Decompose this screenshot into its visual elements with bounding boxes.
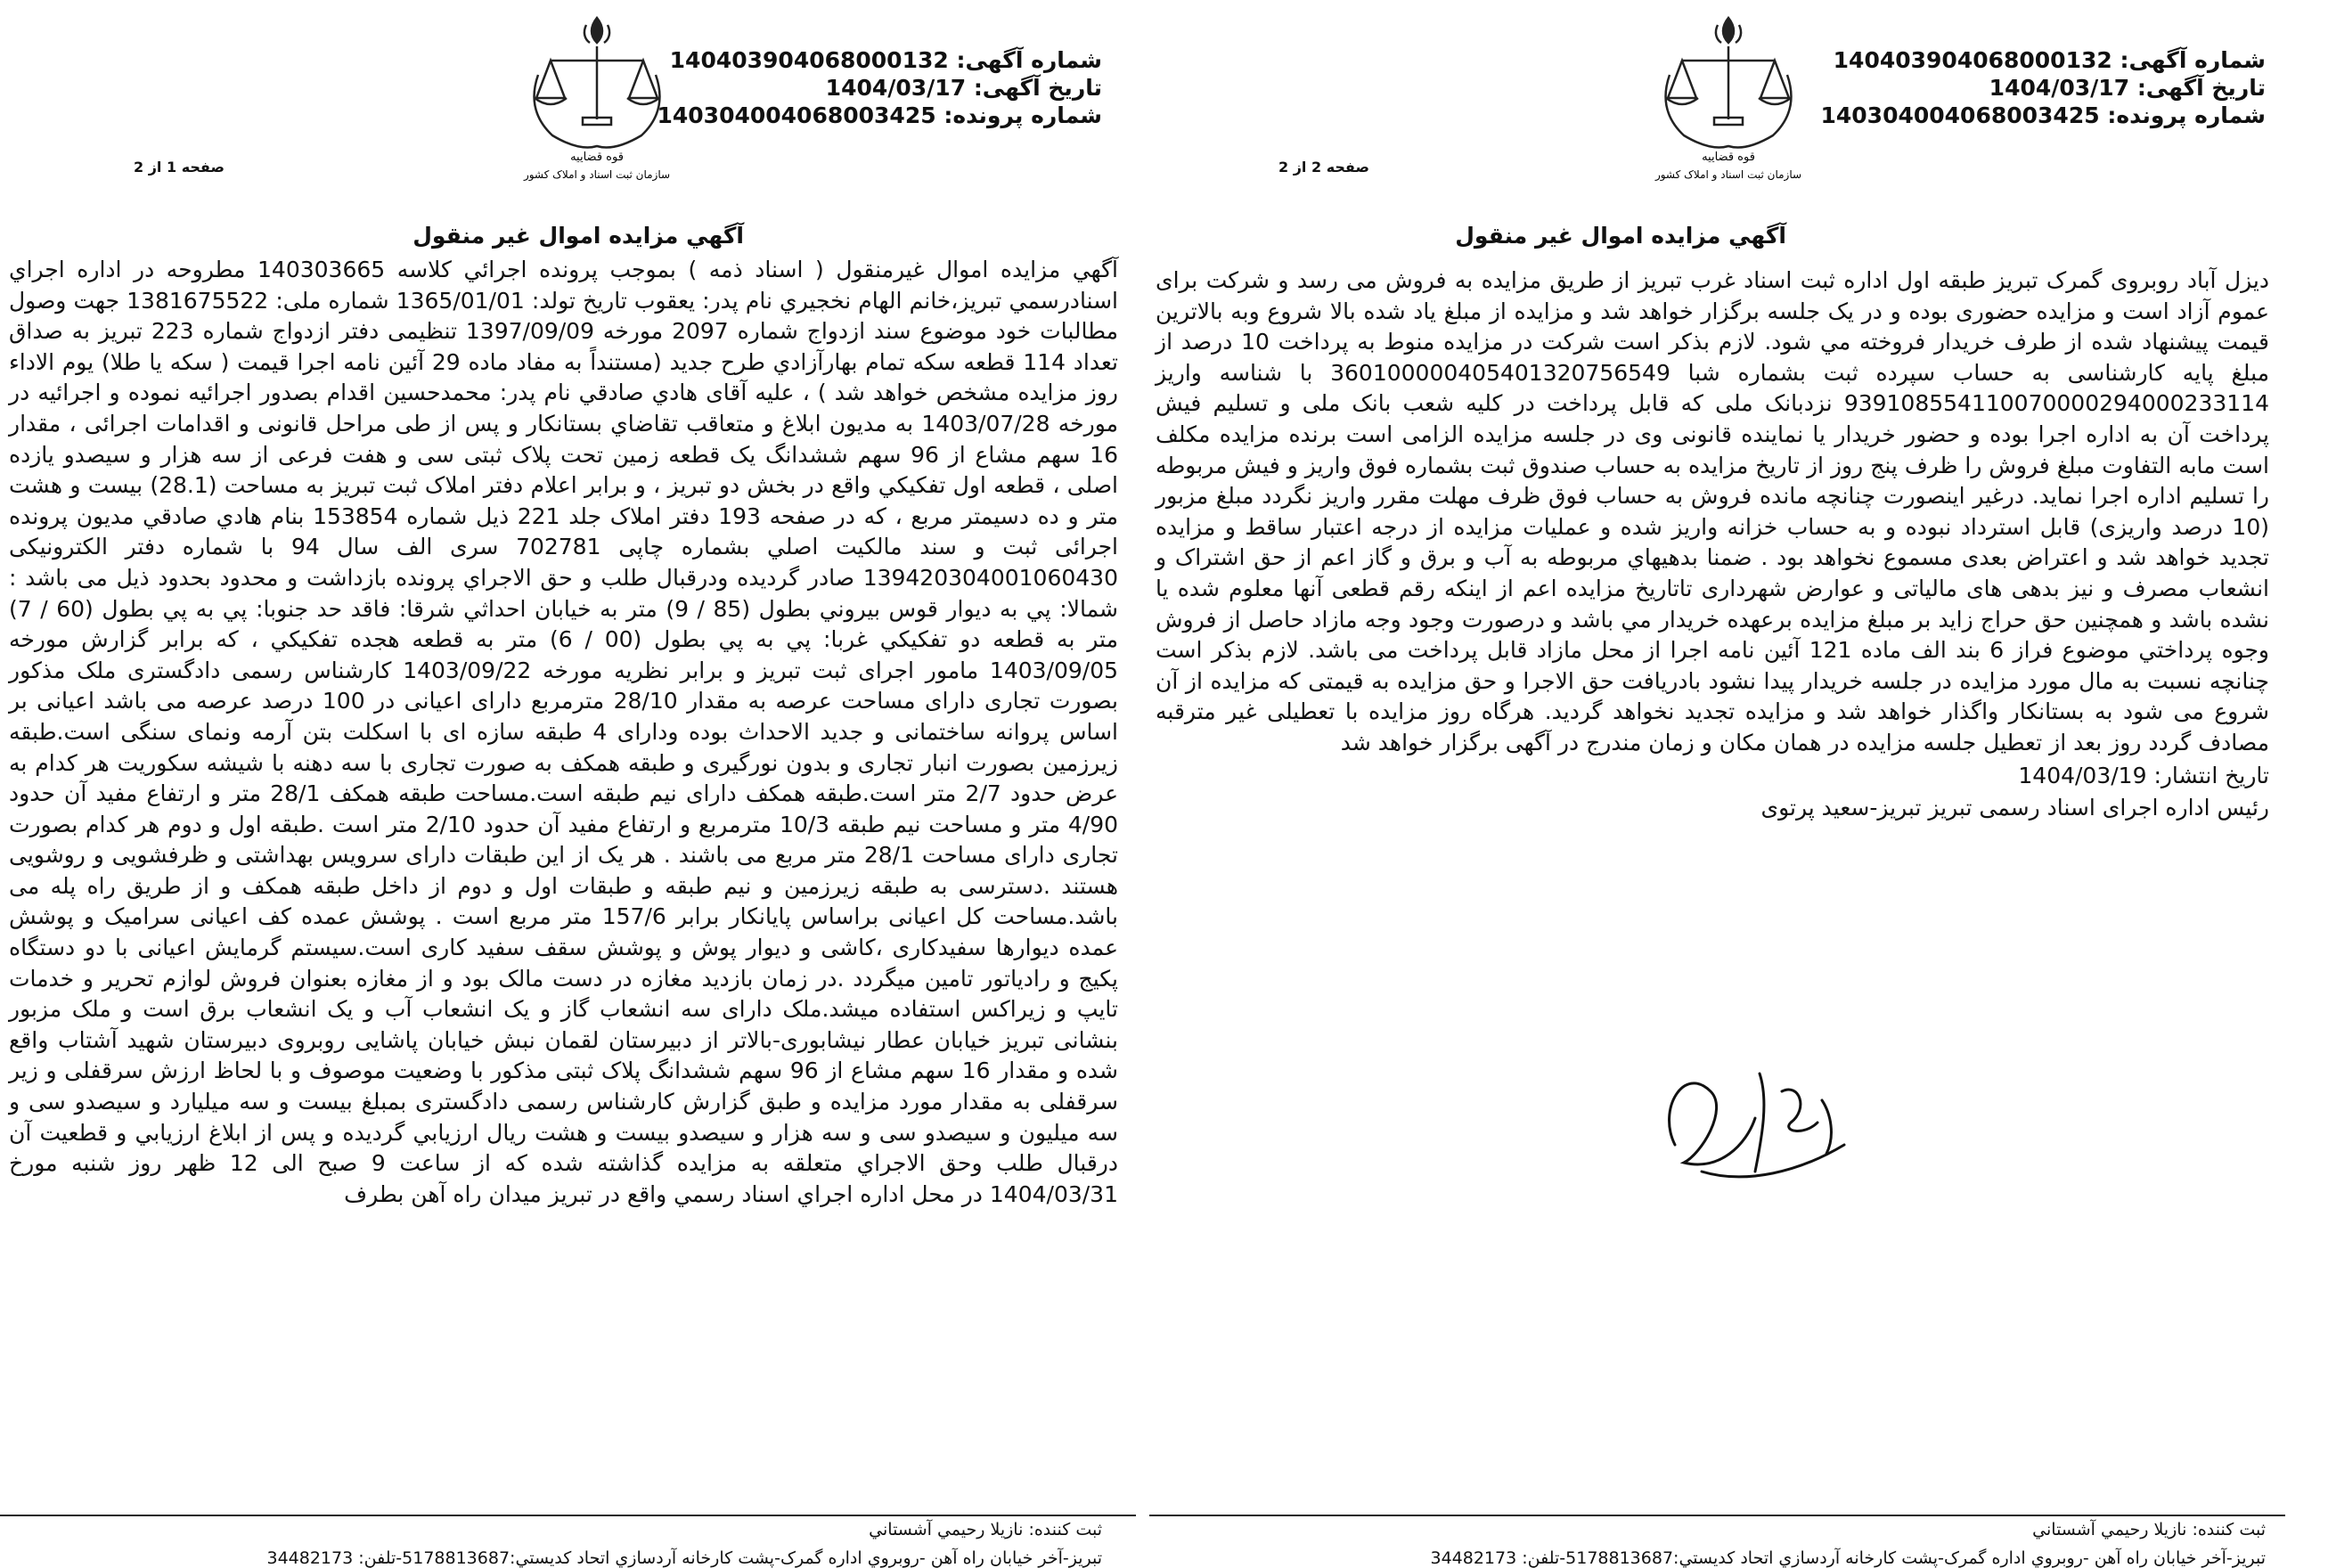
ad-number: 140403904068000132 xyxy=(669,47,949,73)
ad-header xyxy=(658,46,1103,129)
svg-text:سازمان ثبت اسناد و املاک کشور: سازمان ثبت اسناد و املاک کشور xyxy=(523,168,671,181)
notice-body xyxy=(9,255,1118,1210)
handwritten-signature xyxy=(1648,1038,1880,1198)
page-footer xyxy=(1149,1515,2285,1568)
page-footer xyxy=(0,1515,1136,1568)
notice-title: آگهي مزايده اموال غير منقول xyxy=(1455,223,1786,249)
publish-date-line: تاريخ انتشار: 1404/03/19 xyxy=(2018,762,2269,788)
notice-body xyxy=(1156,265,2269,824)
office-address: تبریز-آخر خیابان راه آهن -روبروي اداره گمرک-پشت کارخانه آردسازي اتحاد کديستي:5178813687-تلفن: 34482173 xyxy=(266,1548,1102,1568)
file-number: 140304004068003425 xyxy=(657,102,936,128)
file-number: 140304004068003425 xyxy=(1820,102,2100,128)
ad-date: 1404/03/17 xyxy=(825,75,967,101)
notice-title: آگهي مزايده اموال غير منقول xyxy=(413,223,744,249)
ad-number-label: شماره آگهی: xyxy=(956,47,1102,73)
registrar-line: ثبت کننده: نازيلا رحيمي آشستاني xyxy=(869,1520,1102,1539)
registrar-name: نازيلا رحيمي آشستاني xyxy=(2032,1520,2187,1539)
publish-date: 1404/03/19 xyxy=(2018,762,2147,788)
svg-text:قوه قضاييه: قوه قضاييه xyxy=(1702,151,1755,164)
judiciary-emblem-icon xyxy=(1639,12,1817,191)
notice-body-text: ديزل آباد روبروی گمرک تبريز طبقه اول اداره ثبت اسناد غرب تبريز از طريق مزايده به فروش می رسد و شرکت برای عموم آزاد است و مزايده حضوری بوده و در يک جلسه برگزار خواهد شد و مزايده از مبلغ ياد شده بالا شروع وبه بالاترين قيمت پيشنهاد شده از طرف خريدار فروخته مي شود. لازم بذكر است شركت در مزايده منوط به پرداخت 10 درصد از مبلغ پايه کارشناسی به حساب سپرده ثبت بشماره شبا 360100000405401320756549 با شناسه واريز 939108554110070000294000233114 نزدبانک ملی که قابل پرداخت در كليه شعب بانک ملی و تسليم فيش پرداخت آن به اداره اجرا بوده و حضور خريدار يا نماينده قانونی وی در جلسه مزايده الزامی است برنده مزايده مکلف است مابه التفاوت مبلغ فروش را ظرف پنج روز از تاريخ مزايده به حساب صندوق ثبت بشماره فوق واريز و فيش مربوطه را تسليم اداره اجرا نمايد. درغير اينصورت چنانچه مانده فروش به حساب فوق ظرف مهلت مقرر واريز نگردد مبلغ مزبور (10 درصد واريزی) قابل استرداد نبوده و به حساب خزانه واريز شده و عمليات مزايده از درجه اعتبار ساقط و مزايده تجديد خواهد شد و اعتراض بعدی مسموع نخواهد بود . ضمنا بدهيهاي مربوطه به آب و برق و گاز اعم از حق اشتراک و انشعاب مصرف و نيز بدهی های مالياتی و عوارض شهرداری تاتاريخ مزايده اعم از اينکه رقم قطعی آنها معلوم شده يا نشده باشد و همچنين حق حراج زايد بر مبلغ مزايده برعهده خريدار مي باشد و درصورت وجود وجه مازاد حاصل از فروش وجوه پرداختي موضوع فراز 6 بند الف ماده 121 آئين نامه اجرا از محل مازاد قابل پرداخت می باشد. لازم بذكر است چنانچه نسبت به مال مورد مزايده در جلسه خريدار پيدا نشود بادريافت حق الاجرا و حق مزايده به قيمتی که مزايده از آن شروع می شود به بستانکار واگذار خواهد شد و مزايده تجديد نخواهد گرديد. هرگاه روز مزايده با تعطيلی غير مترقبه مصادف گردد روز بعد از تعطيل جلسه مزايده در همان مکان و زمان مندرج در آگهی برگزار خواهد شد xyxy=(1156,267,2270,755)
page-2 xyxy=(1149,0,2285,1568)
signer-title: رئيس اداره اجرای اسناد رسمی تبريز تبريز-سعيد پرتوی xyxy=(1760,795,2269,821)
ad-date: 1404/03/17 xyxy=(1989,75,2130,101)
office-address: تبریز-آخر خیابان راه آهن -روبروي اداره گمرک-پشت کارخانه آردسازي اتحاد کديستي:5178813687-تلفن: 34482173 xyxy=(1430,1548,2266,1568)
notice-body-text: آگهي مزايده اموال غيرمنقول ( اسناد ذمه ) بموجب پرونده اجرائي كلاسه 140303665 مطروحه در اداره اجراي اسنادرسمي تبريز،خانم الهام نخجيري نام پدر: يعقوب تاريخ تولد: 1365/01/01 شماره ملی: 1381675522 جهت وصول مطالبات خود موضوع سند ازدواج شماره 2097 مورخه 1397/09/09 تنظيمی دفتر ازدواج شماره 223 تبريز به صداق تعداد 114 قطعه سكه تمام بهارآزادي طرح جديد (مستنداً به مفاد ماده 29 آئين نامه اجرا قيمت ( سكه يا طلا) يوم الاداء روز مزايده مشخص خواهد شد ) ، عليه آقای هادي صادقي نام پدر: محمدحسين اقدام بصدور اجرائيه نموده و اجرائيه در مورخه 1403/07/28 به مديون ابلاغ و متعاقب تقاضاي بستانكار و پس از طی مراحل قانونی و اقدامات اجرائی ، مقدار 16 سهم مشاع از 96 سهم ششدانگ يک قطعه زمين تحت پلاک ثبتی سی و هفت فرعی از سه هزار و سيصدو يازده اصلی ، قطعه اول تفکيکي واقع در بخش دو تبريز ، و برابر اعلام دفتر املاک ثبت تبريز به مساحت (28.1) بيست و هشت متر و ده دسيمتر مربع ، که در صفحه 193 دفتر املاک جلد 221 ذيل شماره 153854 بنام هادي صادقي مديون پرونده اجرائی ثبت و سند مالکيت اصلي بشماره چاپی 702781 سری الف سال 94 با شماره دفتر الکترونيکی 139420304001060430 صادر گرديده ودرقبال طلب و حق الاجراي پرونده بازداشت و محدود بحدود ذيل می باشد : شمالا: پي به ديوار قوس بيروني بطول (85 / 9) متر به خيابان احداثي شرقا: فاقد حد جنوبا: پي به پي بطول (60 / 7) متر به قطعه دو تفکيکي غربا: پي به پي بطول (00 / 6) متر به قطعه هجده تفکيکي ، که برابر گزارش مورخه 1403/09/05 مامور اجرای ثبت تبريز و برابر نظريه مورخه 1403/09/22 کارشناس رسمی دادگستری ملک مذکور بصورت تجاری دارای مساحت عرصه به مقدار 28/10 مترمربع دارای اعيانی در 100 درصد عرصه می باشد اعيانی بر اساس پروانه ساختمانی و جديد الاحداث بوده ودارای 4 طبقه سازه ای با اسکلت بتن آرمه ونمای سنگی است.طبقه زيرزمين بصورت انبار تجاری و بدون نورگيری و طبقه همکف به صورت تجاری با سه دهنه با شيشه سکوريت هر کدام به عرض حدود 2/7 متر است.طبقه همکف دارای نيم طبقه است.مساحت طبقه همکف 28/1 متر و ارتفاع مفيد آن حدود 4/90 متر و مساحت نيم طبقه 10/3 مترمربع و ارتفاع مفيد آن حدود 2/10 متر است .طبقه اول و دوم هر کدام بصورت تجاری دارای مساحت 28/1 متر مربع می باشند . هر يک از اين طبقات دارای سرويس بهداشتی و ظرفشويی و روشويی هستند .دسترسی به طبقه زيرزمين و نيم طبقه و طبقات اول و دوم از داخل طبقه همکف و از طريق راه پله می باشد.مساحت کل اعيانی براساس پايانکار برابر 157/6 متر مربع است . پوشش عمده کف اعيانی سراميک و پوشش عمده ديوارها سفيدکاری ،کاشی و ديوار پوش و پوشش سقف سفيد کاری است.سيستم گرمايش اعيانی با دو دستگاه پکيج و رادياتور تامين ميگردد .در زمان بازديد مغازه در دست مالک بود و از مغازه بعنوان فروش لوازم تحرير و خدمات تايپ و زيراکس استفاده ميشد.ملک دارای سه انشعاب گاز و يک انشعاب آب و يک انشعاب برق است و ملک مزبور بنشانی تبريز خيابان عطار نيشابوری-بالاتر از دبيرستان لقمان نبش خيابان پاشايی روبروی دبيرستان شهيد آشتاب واقع شده و مقدار 16 سهم مشاع از 96 سهم ششدانگ پلاک ثبتی مذکور با وضعيت موصوف و با لحاظ ارزش سرقفلی و زير سرقفلی به مقدار مورد مزايده و طبق گزارش کارشناس رسمی دادگستری بمبلغ بيست و سه ميليارد و سيصدو سی و سه ميليون و سيصدو سی و سه هزار و سيصدو بيست و هشت ريال ارزيابي گرديده و پس از ابلاغ ارزيابي و قطعيت آن درقبال طلب وحق الاجراي متعلقه به مزايده گذاشته شده که از ساعت 9 صبح الی 12 ظهر روز شنبه مورخ 1404/03/31 در محل اداره اجراي اسناد رسمي واقع در تبريز ميدان راه آهن بطرف xyxy=(9,257,1119,1207)
ad-date-label: تاریخ آگهی: xyxy=(973,75,1102,101)
svg-text:قوه قضاييه: قوه قضاييه xyxy=(570,151,624,164)
ad-number: 140403904068000132 xyxy=(1833,47,2112,73)
registrar-name: نازيلا رحيمي آشستاني xyxy=(869,1520,1024,1539)
svg-text:سازمان ثبت اسناد و املاک کشور: سازمان ثبت اسناد و املاک کشور xyxy=(1654,168,1802,181)
page-number: صفحه 1 از 2 xyxy=(134,159,225,176)
ad-header xyxy=(1821,46,2267,129)
ad-number-label: شماره آگهی: xyxy=(2120,47,2266,73)
page-number: صفحه 2 از 2 xyxy=(1278,159,1369,176)
ad-date-label: تاریخ آگهی: xyxy=(2136,75,2266,101)
registrar-line: ثبت کننده: نازيلا رحيمي آشستاني xyxy=(2032,1520,2266,1539)
judiciary-emblem-icon xyxy=(508,12,686,191)
file-number-label: شماره پرونده: xyxy=(2107,102,2266,128)
file-number-label: شماره پرونده: xyxy=(943,102,1102,128)
page-1 xyxy=(0,0,1136,1568)
